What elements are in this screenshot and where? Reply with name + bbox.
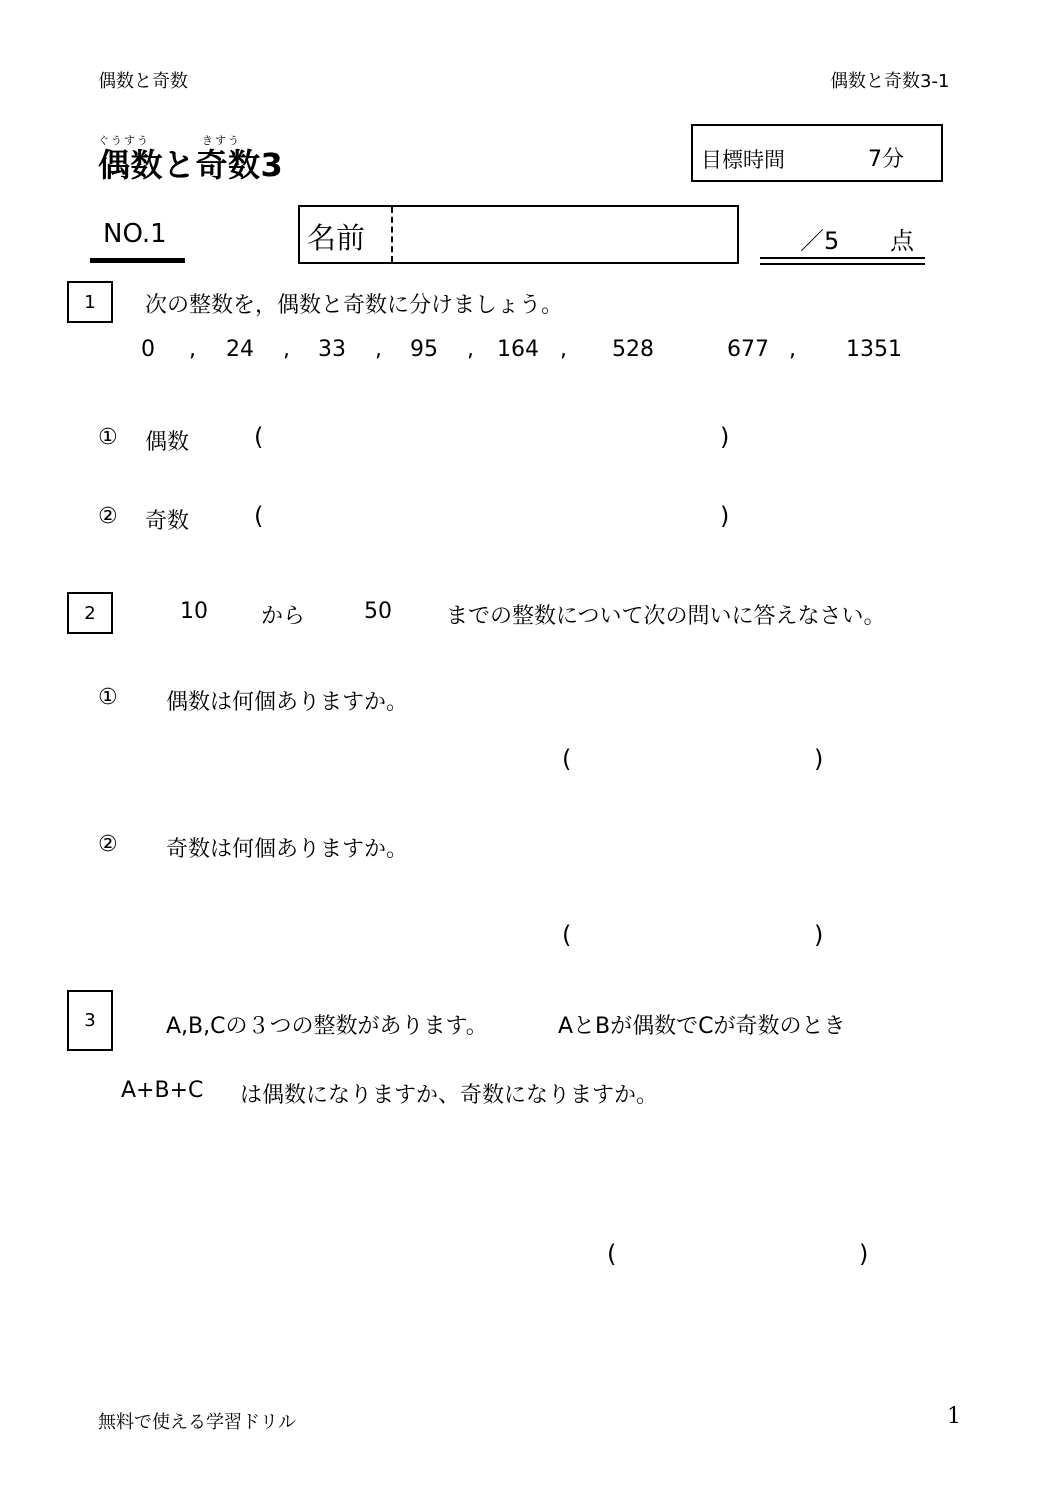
score-unit: 点 — [890, 227, 914, 255]
q2-item2-paren-open: ( — [562, 921, 572, 949]
q2-to-value: 50 — [364, 599, 392, 624]
q1-comma: , — [375, 337, 382, 362]
question-3-number: 3 — [67, 990, 113, 1051]
q2-instruction: までの整数について次の問いに答えなさい。 — [446, 604, 886, 629]
q1-item1-label: 偶数 — [145, 430, 190, 455]
q1-number-164: 164 — [497, 337, 539, 362]
q1-item2-paren-close: ) — [720, 502, 730, 530]
question-1-instruction: 次の整数を，偶数と奇数に分けましょう。 — [145, 293, 564, 318]
title-ruby-kisuu: きすう — [202, 134, 241, 147]
q1-item1-paren-close: ) — [720, 423, 730, 451]
q1-number-0: 0 — [141, 337, 155, 362]
q2-item1-paren-close: ) — [814, 745, 824, 773]
q1-comma: , — [189, 337, 196, 362]
q3-line1-part2: AとBが偶数でCが奇数のとき — [558, 1014, 846, 1039]
q1-even-answer-field[interactable] — [270, 418, 710, 458]
q1-item2-paren-open: ( — [254, 502, 264, 530]
header-left: 偶数と奇数 — [98, 71, 188, 92]
q1-number-95: 95 — [410, 337, 438, 362]
score-underline-top — [760, 257, 925, 259]
footer-label: 無料で使える学習ドリル — [98, 1412, 296, 1433]
q2-item1-text: 偶数は何個ありますか。 — [166, 690, 409, 715]
score-underline-bottom — [760, 263, 925, 265]
q2-item2-paren-close: ) — [814, 921, 824, 949]
q3-paren-open: ( — [607, 1240, 617, 1268]
name-divider — [391, 207, 393, 262]
q3-answer-field[interactable] — [625, 1235, 850, 1275]
q1-comma: , — [560, 337, 567, 362]
q1-item1-paren-open: ( — [254, 423, 264, 451]
q2-even-count-field[interactable] — [580, 740, 805, 780]
q3-expression: A+B+C — [121, 1078, 204, 1103]
q1-item1-mark: ① — [98, 425, 118, 450]
q3-line1-part1: A,B,Cの３つの整数があります。 — [166, 1014, 488, 1039]
q3-paren-close: ) — [859, 1240, 869, 1268]
q2-from-value: 10 — [180, 599, 208, 624]
q1-number-677: 677 — [727, 337, 769, 362]
q1-number-33: 33 — [318, 337, 346, 362]
q1-item2-mark: ② — [98, 504, 118, 529]
sheet-number: NO.1 — [103, 219, 167, 249]
page-title: 偶数と奇数3 — [98, 146, 284, 184]
q2-item2-mark: ② — [98, 832, 118, 857]
q2-item2-text: 奇数は何個ありますか。 — [166, 837, 409, 862]
q1-comma: , — [789, 337, 796, 362]
q1-number-24: 24 — [226, 337, 254, 362]
header-right: 偶数と奇数3-1 — [830, 71, 950, 92]
name-label: 名前 — [307, 221, 366, 255]
page-number: 1 — [947, 1404, 961, 1429]
q1-comma: , — [467, 337, 474, 362]
q2-odd-count-field[interactable] — [580, 916, 805, 956]
title-ruby-guusuu: ぐうすう — [98, 134, 150, 147]
target-time-value: 7分 — [868, 147, 904, 172]
q1-comma: , — [283, 337, 290, 362]
q2-from-word: から — [261, 604, 306, 629]
q1-odd-answer-field[interactable] — [270, 497, 710, 537]
q1-number-528: 528 — [612, 337, 654, 362]
q2-item1-paren-open: ( — [562, 745, 572, 773]
q1-item2-label: 奇数 — [145, 509, 190, 534]
sheet-number-underline — [90, 258, 185, 263]
score-total: ／5 — [800, 227, 840, 255]
target-time-label: 目標時間 — [701, 148, 785, 172]
q1-number-1351: 1351 — [846, 337, 902, 362]
question-2-number: 2 — [67, 592, 113, 634]
q3-line2-text: は偶数になりますか、奇数になりますか。 — [240, 1083, 659, 1108]
q2-item1-mark: ① — [98, 685, 118, 710]
question-1-number: 1 — [67, 281, 113, 323]
